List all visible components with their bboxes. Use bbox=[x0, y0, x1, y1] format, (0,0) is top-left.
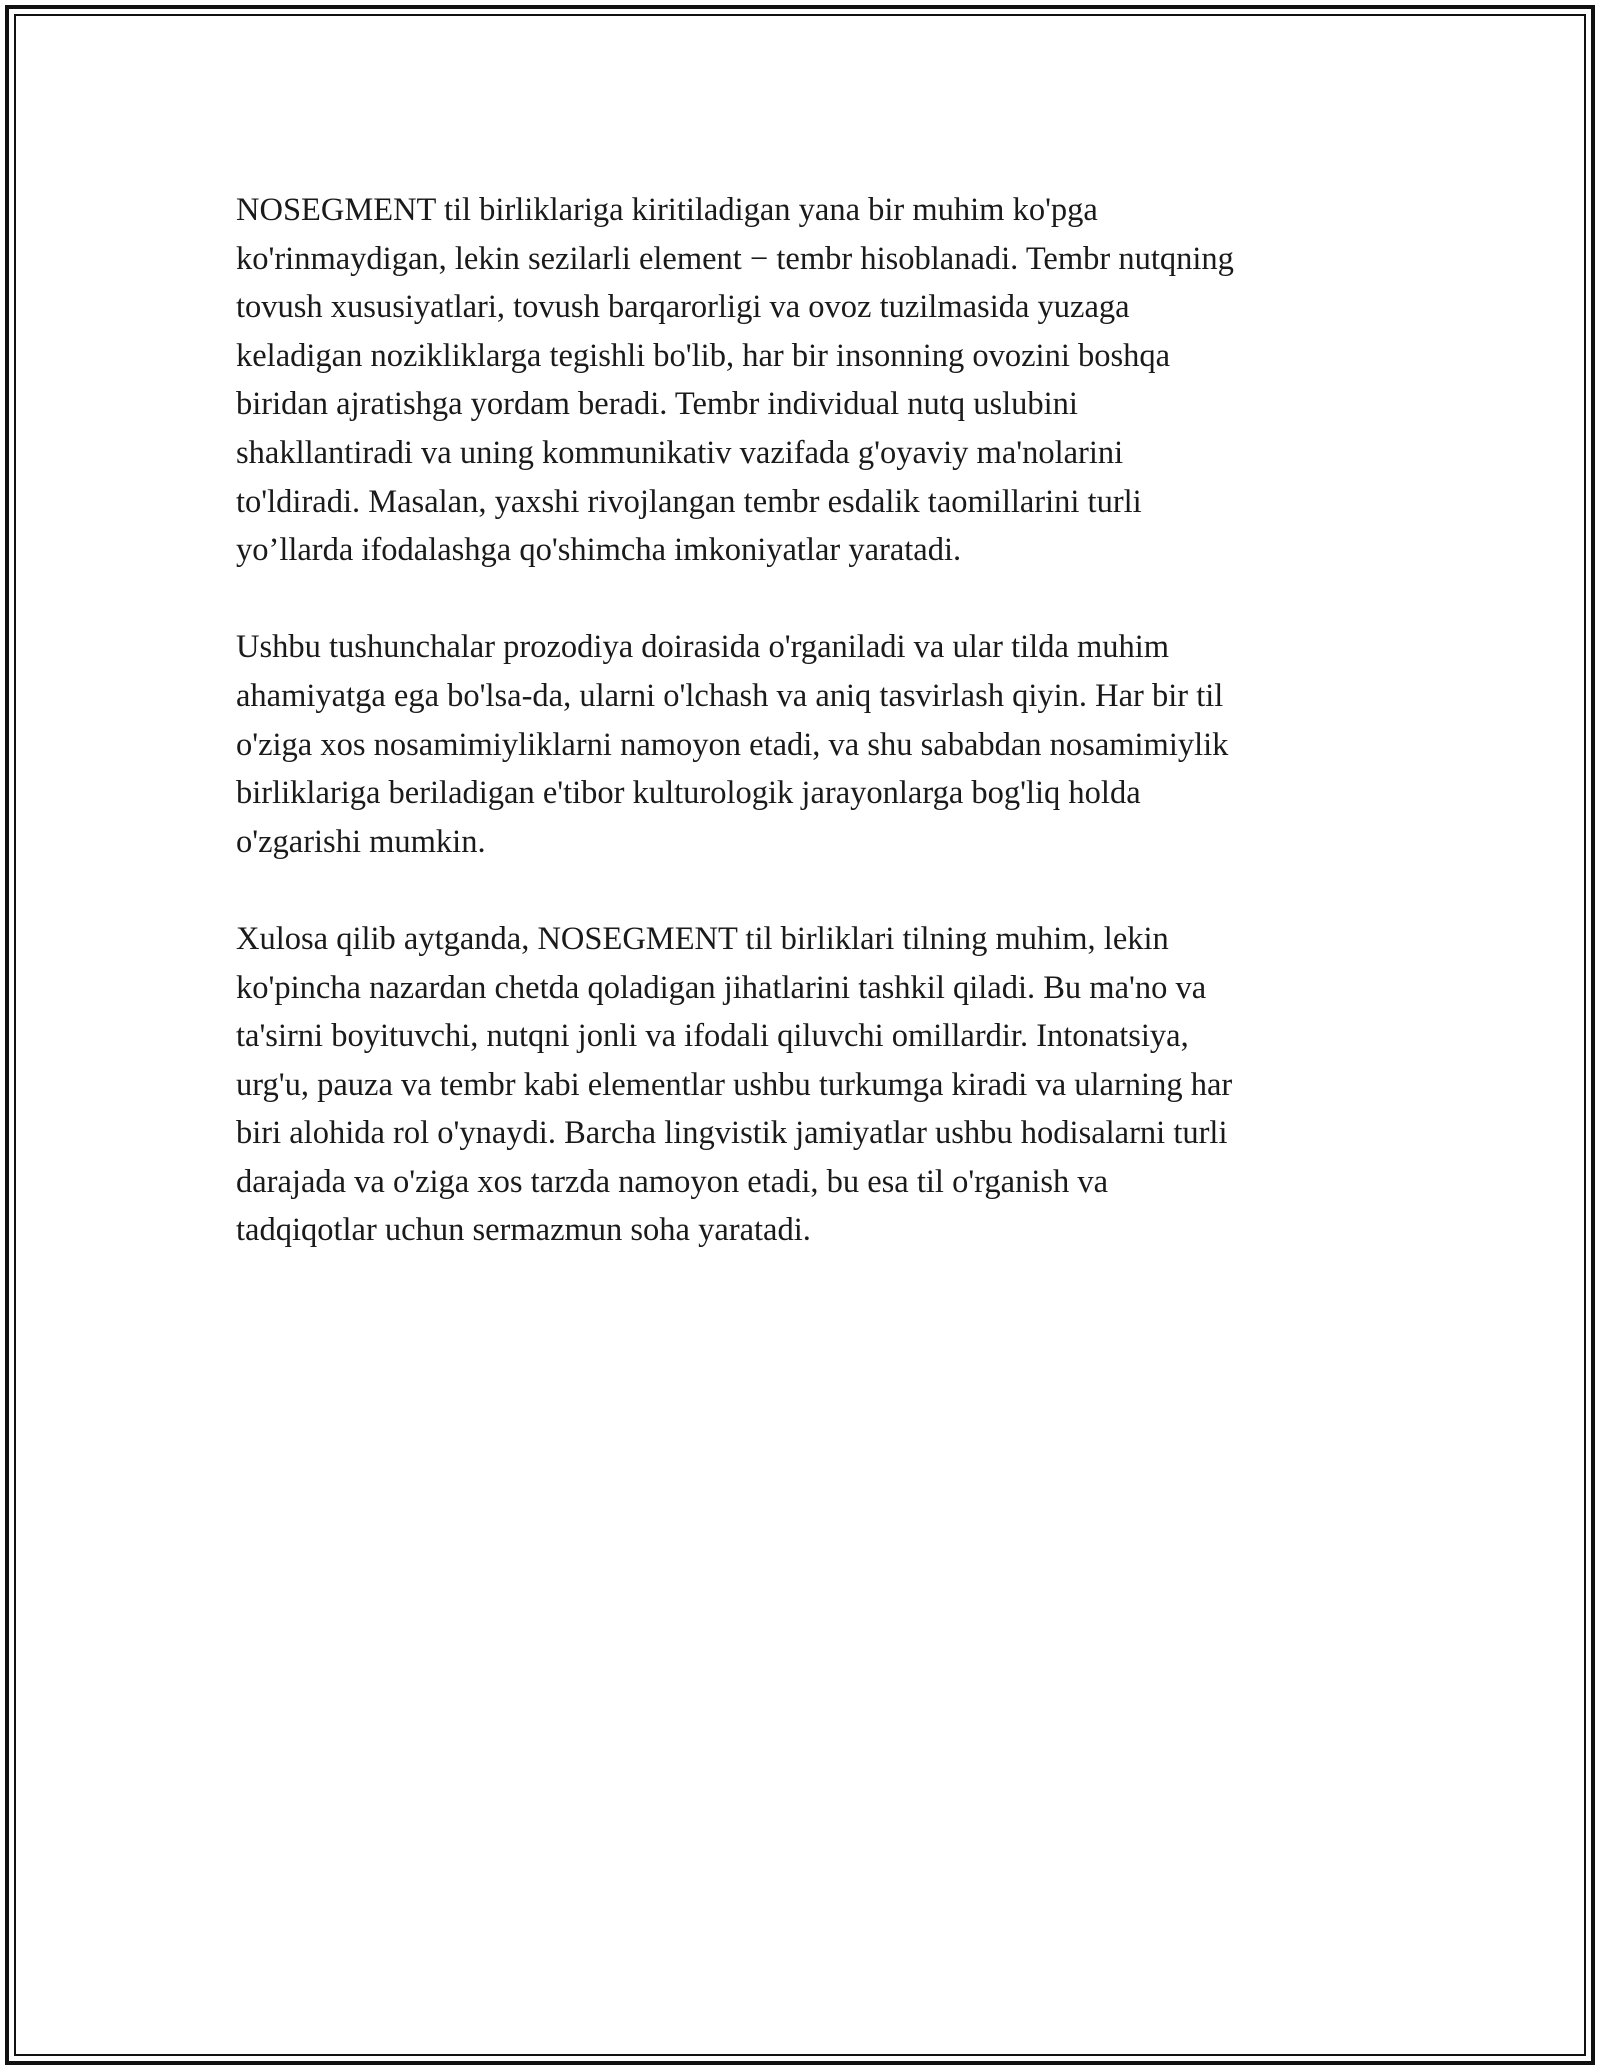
paragraph-2: Ushbu tushunchalar prozodiya doirasida o'rganiladi va ular tilda muhim ahamiyatga ega bo'lsa-da, ularni o'lchash va aniq tasvirlash qiyin. Har bir til o'ziga xos nosamimiyliklarni namoyon etadi, va shu sababdan nosamimiylik birliklariga beriladigan e'tibor kulturologik jarayonlarga bog'liq holda o'zgarishi mumkin. bbox=[236, 629, 1229, 860]
document-body bbox=[236, 186, 1376, 1304]
paragraph-3: Xulosa qilib aytganda, NOSEGMENT til birliklari tilning muhim, lekin ko'pincha nazardan chetda qoladigan jihatlarini tashkil qiladi. Bu ma'no va ta'sirni boyituvchi, nutqni jonli va ifodali qiluvchi omillardir. Intonatsiya, urg'u, pauza va tembr kabi elementlar ushbu turkumga kiradi va ularning har biri alohida rol o'ynaydi. Barcha lingvistik jamiyatlar ushbu hodisalarni turli darajada va o'ziga xos tarzda namoyon etadi, bu esa til o'rganish va tadqiqotlar uchun sermazmun soha yaratadi. bbox=[236, 920, 1233, 1249]
paragraph-1: NOSEGMENT til birliklariga kiritiladigan yana bir muhim ko'pga ko'rinmaydigan, lekin sezilarli element − tembr hisoblanadi. Tembr nutqning tovush xususiyatlari, tovush barqarorligi va ovoz tuzilmasida yuzaga keladigan nozikliklarga tegishli bo'lib, har bir insonning ovozini boshqa biridan ajratishga yordam beradi. Tembr individual nutq uslubini shakllantiradi va uning kommunikativ vazifada g'oyaviy ma'nolarini to'ldiradi. Masalan, yaxshi rivojlangan tembr esdalik taomillarini turli yo’llarda ifodalashga qo'shimcha imkoniyatlar yaratadi. bbox=[236, 192, 1234, 569]
